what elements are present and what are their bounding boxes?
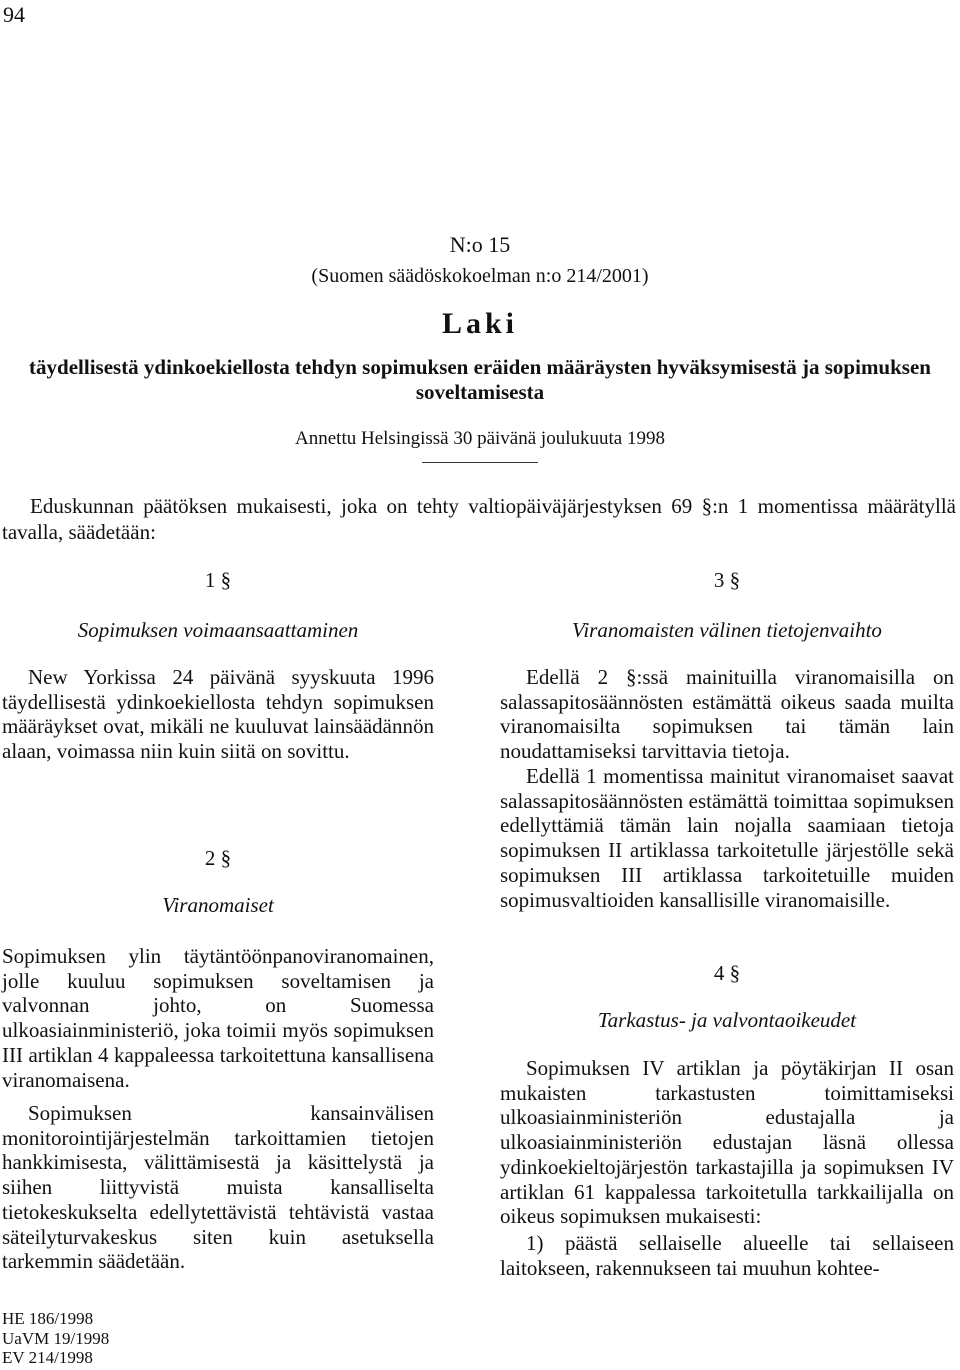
section-number: 4 § — [713, 961, 741, 985]
section-paragraph: Sopimuksen kansainvälisen monitorointijärjestelmän tarkoittamien tietojen hankkimisesta, välittämisestä ja käsittelystä ja siihen liittyvistä muista kansalliselta tietokeskukselta edellytettävistä tehtävistä vastaa säteilyturvakeskus siten kuin asetuksella tarkemmin säädetään. — [2, 1101, 434, 1274]
section-paragraph: 1) päästä sellaiselle alueelle tai sellaiseen laitokseen, rakennukseen tai muuhun kohtee- — [500, 1231, 954, 1280]
footnotes — [2, 1309, 109, 1368]
enactment-date: Annettu Helsingissä 30 päivänä joulukuuta 1998 — [295, 428, 665, 449]
section-heading: Viranomaiset — [162, 893, 274, 917]
page-number: 94 — [3, 2, 25, 27]
section-paragraph: New Yorkissa 24 päivänä syyskuuta 1996 täydellisestä ydinkoekiellosta tehdyn sopimuksen määräykset ovat, mikäli ne kuuluvat lainsäädännön alaan, voimassa niin kuin siitä on sovittu. — [2, 665, 434, 764]
section-number: 1 § — [204, 568, 232, 592]
right-column — [500, 0, 954, 1300]
section-paragraph: Edellä 2 §:ssä mainituilla viranomaisilla on salassapitosäännösten estämättä oikeus saada muilta viranomaisilta sopimuksen tai tämän lain noudattamiseksi tarvittavia tietoja. — [500, 665, 954, 764]
section-paragraph: Sopimuksen ylin täytäntöönpanoviranomainen, jolle kuuluu sopimuksen soveltamisen ja valvonnan johto, on Suomessa ulkoasiainministeriö, joka toimii myös sopimuksen III artiklan 4 kappaleessa tarkoitettuna kansallisena viranomaisena. — [2, 944, 434, 1092]
section-number: 3 § — [713, 568, 741, 592]
section-heading: Viranomaisten välinen tietojenvaihto — [572, 618, 882, 642]
law-subject-text: täydellisestä ydinkoekiellosta tehdyn sopimuksen eräiden määräysten hyväksymisestä ja sopimuksen soveltamisesta — [29, 355, 931, 404]
footnote-reference: UaVM 19/1998 — [2, 1328, 110, 1348]
section-heading: Tarkastus- ja valvontaoikeudet — [597, 1008, 857, 1032]
preamble: Eduskunnan päätöksen mukaisesti, joka on tehty valtiopäiväjärjestyksen 69 §:n 1 momentissa määrätyllä tavalla, säädetään: — [2, 494, 956, 544]
section-paragraph: Edellä 1 momentissa mainitut viranomaiset saavat salassapitosäännösten estämättä toimittaa sopimuksen edellyttämiä tämän lain nojalla saamiaan tietoja sopimuksen II artiklassa tarkoitetulle järjestölle sekä sopimuksen III artiklassa tarkoitetuille muiden sopimusvaltioiden kansallisille viranomaisille. — [500, 764, 954, 912]
footnote-reference: EV 214/1998 — [2, 1348, 93, 1367]
section-paragraph: Sopimuksen IV artiklan ja pöytäkirjan II osan mukaisten tarkastusten toimittamiseksi ulkoasiainministeriön edustajalla ja ulkoasiainministeriön edustajan läsnä ollessa ydinkoekieltojärjestön tarkastajilla ja sopimuksen IV artiklan 61 kappalessa tarkoitetulla tarkkailijalla on oikeus sopimuksen mukaisesti: — [500, 1056, 954, 1229]
section-heading: Sopimuksen voimaansaattaminen — [77, 618, 359, 642]
law-title: Laki — [441, 307, 519, 340]
section-number: 2 § — [204, 846, 232, 870]
law-number: N:o 15 — [449, 232, 511, 257]
collection-reference: (Suomen säädöskokoelman n:o 214/2001) — [311, 265, 649, 287]
left-column — [2, 0, 434, 1300]
footnote-reference: HE 186/1998 — [2, 1309, 94, 1328]
